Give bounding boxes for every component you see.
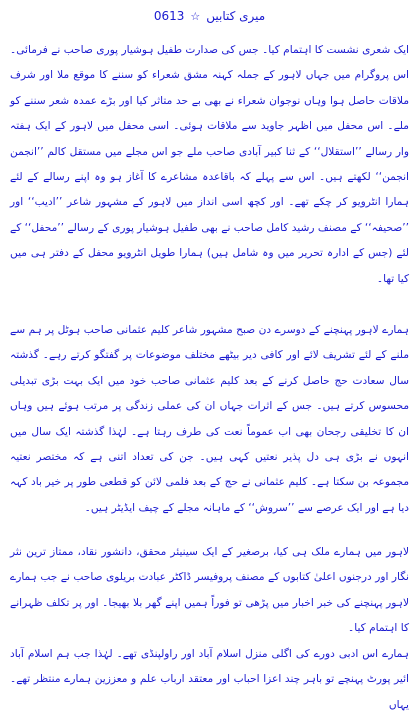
paragraph-3: لاہور میں ہمارے ملک ہی کیا، برصغیر کے ایک سینیئر محقق، دانشور نقاد، ممتاز ترین نثر نگار اور درجنوں اعلیٰ کتابوں کے مصنف پروفیسر ڈاکٹر عبادت بریلوی صاحب نے جب ہمارے لاہور پہنچنے کی خبر اخبار میں پڑھی تو فوراً ہمیں اپنے گھر بلا بھیجا۔ اور پر تکلف ظہرانے کا اہتمام کیا۔ bbox=[10, 546, 409, 635]
paragraph-1: ایک شعری نشست کا اہتمام کیا۔ جس کی صدارت طفیل ہوشیار پوری صاحب نے فرمائی۔ اس پروگرام میں جہاں لاہور کے جملہ کہنہ مشق شعراء کو سننے کا موقع ملا اور شرف ملاقات حاصل ہوا وہاں نوجوان شعراء نے بھی بے حد متاثر کیا اور بڑے عمدہ شعر سننے کو ملے۔ اس محفل میں اظہر جاوید سے ملاقات ہوئی۔ اسی محفل میں لاہور کے ایک ہفتہ وار رسالے ’’استقلال‘‘ کے ثنا کبیر آبادی صاحب ملے جو اس مجلے میں مستقل کالم ’’انجمن انجمن‘‘ لکھتے ہیں۔ اس سے پہلے کہ باقاعدہ مشاعرے کا آغاز ہو وہ اپنے رسالے کے لئے ہمارا انٹرویو کر چکے تھے۔ اور کچھ اسی انداز میں لاہور کے مشہور شاعر ’’ادیب‘‘ اور ’’صحیفہ‘‘ کے مصنف رشید کامل صاحب نے بھی طفیل ہوشیار پوری کے رسالے ’’محفل‘‘ کے لئے (جس کے ادارہ تحریر میں وہ شامل ہیں) ہمارا طویل انٹرویو محفل کے دفتر ہی میں کیا تھا۔ bbox=[10, 44, 409, 285]
star-icon: ☆ bbox=[190, 9, 201, 23]
page-number: 0613 bbox=[153, 9, 185, 23]
page-header bbox=[10, 4, 409, 28]
book-title: میری کتابیں bbox=[206, 9, 266, 23]
paragraph-4: ہمارے اس ادبی دورے کی اگلی منزل اسلام آباد اور راولپنڈی تھے۔ لہٰذا جب ہم اسلام آباد ائیر پورٹ پہنچے تو باہر چند اعزا احباب اور معتقد ارباب علم و معززین ہمارے منتظر تھے۔ یہاں bbox=[10, 648, 409, 711]
paragraph-2: ہمارے لاہور پہنچنے کے دوسرے دن صبح مشہور شاعر کلیم عثمانی صاحب ہوٹل پر ہم سے ملنے کے لئے تشریف لائے اور کافی دیر بیٹھے مختلف موضوعات پر گفتگو کرتے رہے۔ گذشتہ سال سعادت حج حاصل کرنے کے بعد کلیم عثمانی صاحب خود میں ایک بہت بڑی تبدیلی محسوس کرتے ہیں۔ جس کے اثرات جہاں ان کی عملی زندگی پر مرتب ہوئے ہیں وہاں ان کا تخلیقی رجحان بھی اب عموماً نعت کی طرف رہتا ہے۔ لہٰذا گذشتہ ایک سال میں انہوں نے بڑی ہی دل پذیر نعتیں کہی ہیں۔ جن کی تعداد اتنی ہے کہ مختصر نعتیہ مجموعہ بن سکتا ہے۔ کلیم عثمانی نے حج کے بعد فلمی لائن کو قطعی طور پر خیر باد کہہ دیا ہے اور ایک عرصے سے ’’سروش‘‘ کے ماہانہ مجلے کے چیف ایڈیٹر ہیں۔ bbox=[10, 324, 409, 514]
